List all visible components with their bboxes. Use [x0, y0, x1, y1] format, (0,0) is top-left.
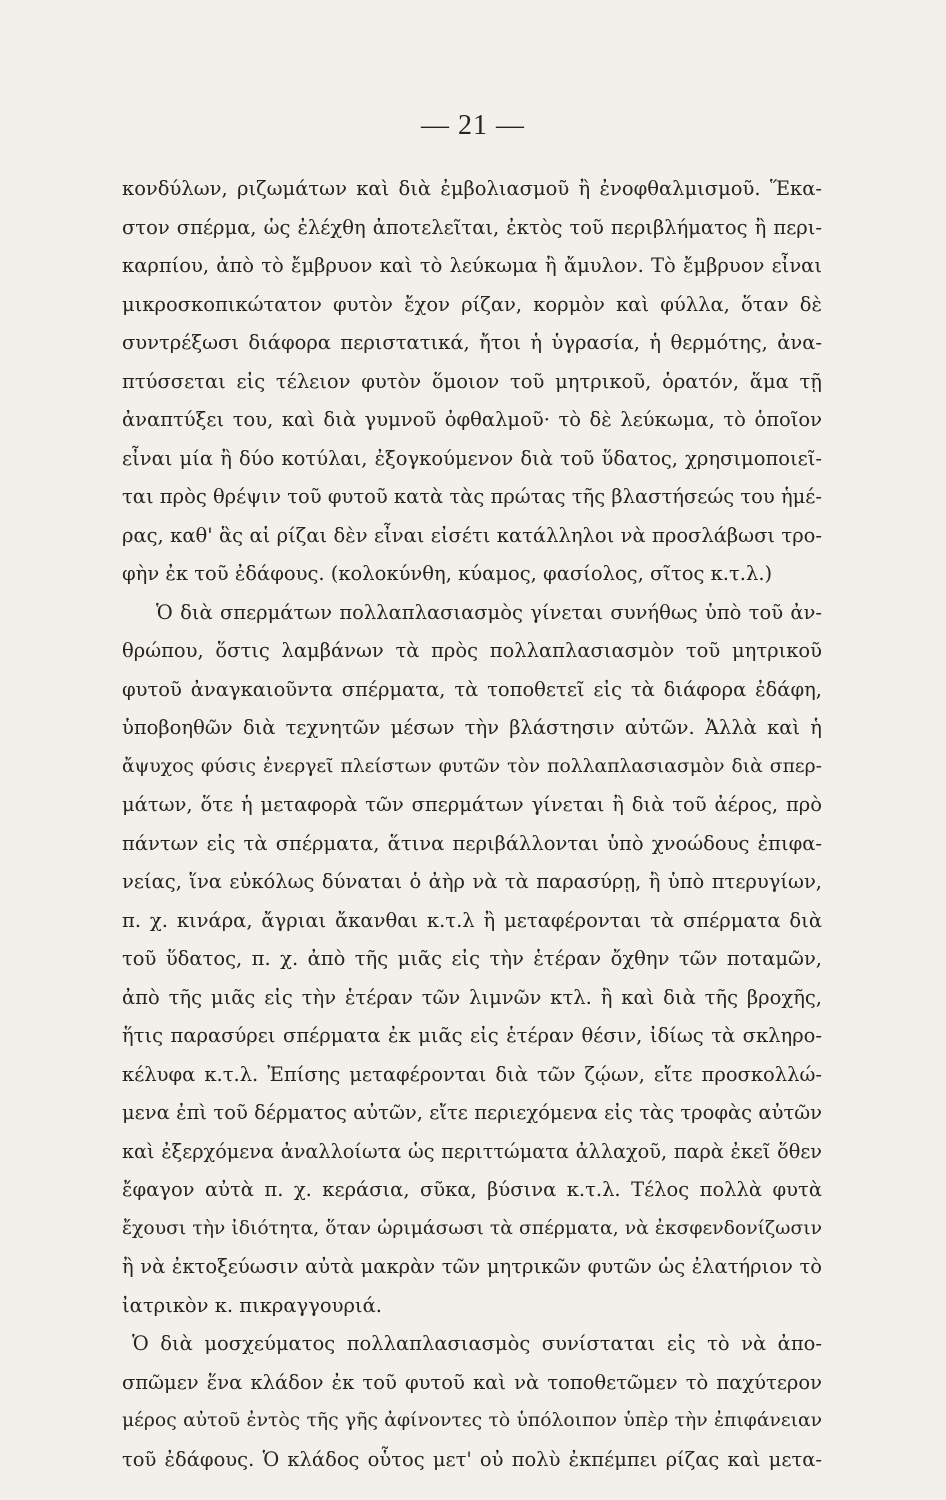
text-line: μικροσκοπικώτατον φυτὸν ἔχον ρίζαν, κορμὸν καὶ φύλλα, ὅταν δὲ: [122, 292, 822, 316]
text-line: καρπίου, ἀπὸ τὸ ἔμβρυον καὶ τὸ λεύκωμα ἢ ἄμυλον. Τὸ ἔμβρυον εἶναι: [122, 254, 822, 277]
text-line: σπῶμεν ἕνα κλάδον ἐκ τοῦ φυτοῦ καὶ νὰ τοποθετῶμεν τὸ παχύτερον: [122, 1370, 822, 1394]
text-line: ἀπὸ τῆς μιᾶς εἰς τὴν ἑτέραν τῶν λιμνῶν κτλ. ἢ καὶ διὰ τῆς βροχῆς,: [122, 985, 822, 1009]
text-line: ἰατρικὸν κ. πικραγγουριά.: [122, 1293, 382, 1317]
text-line: πτύσσεται εἰς τέλειον φυτὸν ὅμοιον τοῦ μητρικοῦ, ὁρατόν, ἅμα τῇ: [122, 369, 822, 393]
text-line: ἢ νὰ ἐκτοξεύωσιν αὐτὰ μακρὰν τῶν μητρικῶν φυτῶν ὡς ἐλατήριον τὸ: [122, 1255, 822, 1278]
text-line: ἀναπτύξει του, καὶ διὰ γυμνοῦ ὀφθαλμοῦ· τὸ δὲ λεύκωμα, τὸ ὁποῖον: [122, 408, 822, 431]
text-line: καὶ ἐξερχόμενα ἀναλλοίωτα ὡς περιττώματα ἀλλαχοῦ, παρὰ ἐκεῖ ὅθεν: [122, 1139, 822, 1163]
text-line: μενα ἐπὶ τοῦ δέρματος αὐτῶν, εἴτε περιεχόμενα εἰς τὰς τροφὰς αὐτῶν: [122, 1101, 822, 1124]
text-line: κέλυφα κ.τ.λ. Ἐπίσης μεταφέρονται διὰ τῶν ζῴων, εἴτε προσκολλώ-: [122, 1062, 822, 1086]
text-line: τοῦ ἐδάφους. Ὁ κλάδος οὗτος μετ' οὐ πολὺ ἐκπέμπει ρίζας καὶ μετα-: [122, 1447, 822, 1471]
text-line: ἔχουσι τὴν ἰδιότητα, ὅταν ὡριμάσωσι τὰ σπέρματα, νὰ ἐκσφενδονίζωσιν: [122, 1217, 822, 1239]
text-line: ἥτις παρασύρει σπέρματα ἐκ μιᾶς εἰς ἑτέραν θέσιν, ἰδίως τὰ σκληρο-: [122, 1024, 822, 1047]
text-line: ρας, καθ' ἃς αἱ ρίζαι δὲν εἶναι εἰσέτι κατάλληλοι νὰ προσλάβωσι τρο-: [122, 523, 822, 547]
text-line: ἔφαγον αὐτὰ π. χ. κεράσια, σῦκα, βύσινα κ.τ.λ. Τέλος πολλὰ φυτὰ: [122, 1178, 822, 1201]
text-line: τοῦ ὕδατος, π. χ. ἀπὸ τῆς μιᾶς εἰς τὴν ἑτέραν ὄχθην τῶν ποταμῶν,: [122, 947, 822, 970]
text-line: εἶναι μία ἢ δύο κοτύλαι, ἐξογκούμενον διὰ τοῦ ὕδατος, χρησιμοποιεῖ-: [122, 446, 822, 470]
text-line: ται πρὸς θρέψιν τοῦ φυτοῦ κατὰ τὰς πρώτας τῆς βλαστήσεώς του ἡμέ-: [122, 485, 822, 508]
text-line: ὑποβοηθῶν διὰ τεχνητῶν μέσων τὴν βλάστησιν αὐτῶν. Ἀλλὰ καὶ ἡ: [122, 716, 822, 739]
text-line: νείας, ἵνα εὐκόλως δύναται ὁ ἀὴρ νὰ τὰ παρασύρῃ, ἢ ὑπὸ πτερυγίων,: [122, 870, 822, 893]
text-line: κονδύλων, ριζωμάτων καὶ διὰ ἐμβολιασμοῦ ἢ ἐνοφθαλμισμοῦ. Ἕκα-: [122, 177, 822, 200]
text-line: π. χ. κινάρα, ἄγριαι ἄκανθαι κ.τ.λ ἢ μεταφέρονται τὰ σπέρματα διὰ: [122, 908, 822, 932]
text-line: μάτων, ὅτε ἡ μεταφορὰ τῶν σπερμάτων γίνεται ἢ διὰ τοῦ ἀέρος, πρὸ: [122, 793, 822, 816]
text-line: φυτοῦ ἀναγκαιοῦντα σπέρματα, τὰ τοποθετεῖ εἰς τὰ διάφορα ἐδάφη,: [122, 677, 822, 701]
text-line: ἄψυχος φύσις ἐνεργεῖ πλείστων φυτῶν τὸν πολλαπλασιασμὸν διὰ σπερ-: [122, 755, 822, 777]
text-line: φὴν ἐκ τοῦ ἐδάφους. (κολοκύνθη, κύαμος, φασίολος, σῖτος κ.τ.λ.): [122, 562, 773, 585]
text-line: Ὁ διὰ μοσχεύματος πολλαπλασιασμὸς συνίσταται εἰς τὸ νὰ ἀπο-: [132, 1332, 822, 1355]
text-line: θρώπου, ὅστις λαμβάνων τὰ πρὸς πολλαπλασιασμὸν τοῦ μητρικοῦ: [122, 639, 822, 662]
text-line: μέρος αὐτοῦ ἐντὸς τῆς γῆς ἀφίνοντες τὸ ὑπόλοιπον ὑπὲρ τὴν ἐπιφάνειαν: [122, 1410, 822, 1431]
text-line: συντρέξωσι διάφορα περιστατικά, ἤτοι ἡ ὑγρασία, ἡ θερμότης, ἀνα-: [122, 331, 822, 354]
text-line: Ὁ διὰ σπερμάτων πολλαπλασιασμὸς γίνεται συνήθως ὑπὸ τοῦ ἀν-: [156, 600, 822, 624]
body-text: [122, 170, 822, 1479]
text-line: στον σπέρμα, ὡς ἐλέχθη ἀποτελεῖται, ἐκτὸς τοῦ περιβλήματος ἢ περι-: [122, 215, 822, 239]
text-line: πάντων εἰς τὰ σπέρματα, ἅτινα περιβάλλονται ὑπὸ χνοώδους ἐπιφα-: [122, 831, 822, 855]
page-number: — 21 —: [421, 110, 525, 141]
